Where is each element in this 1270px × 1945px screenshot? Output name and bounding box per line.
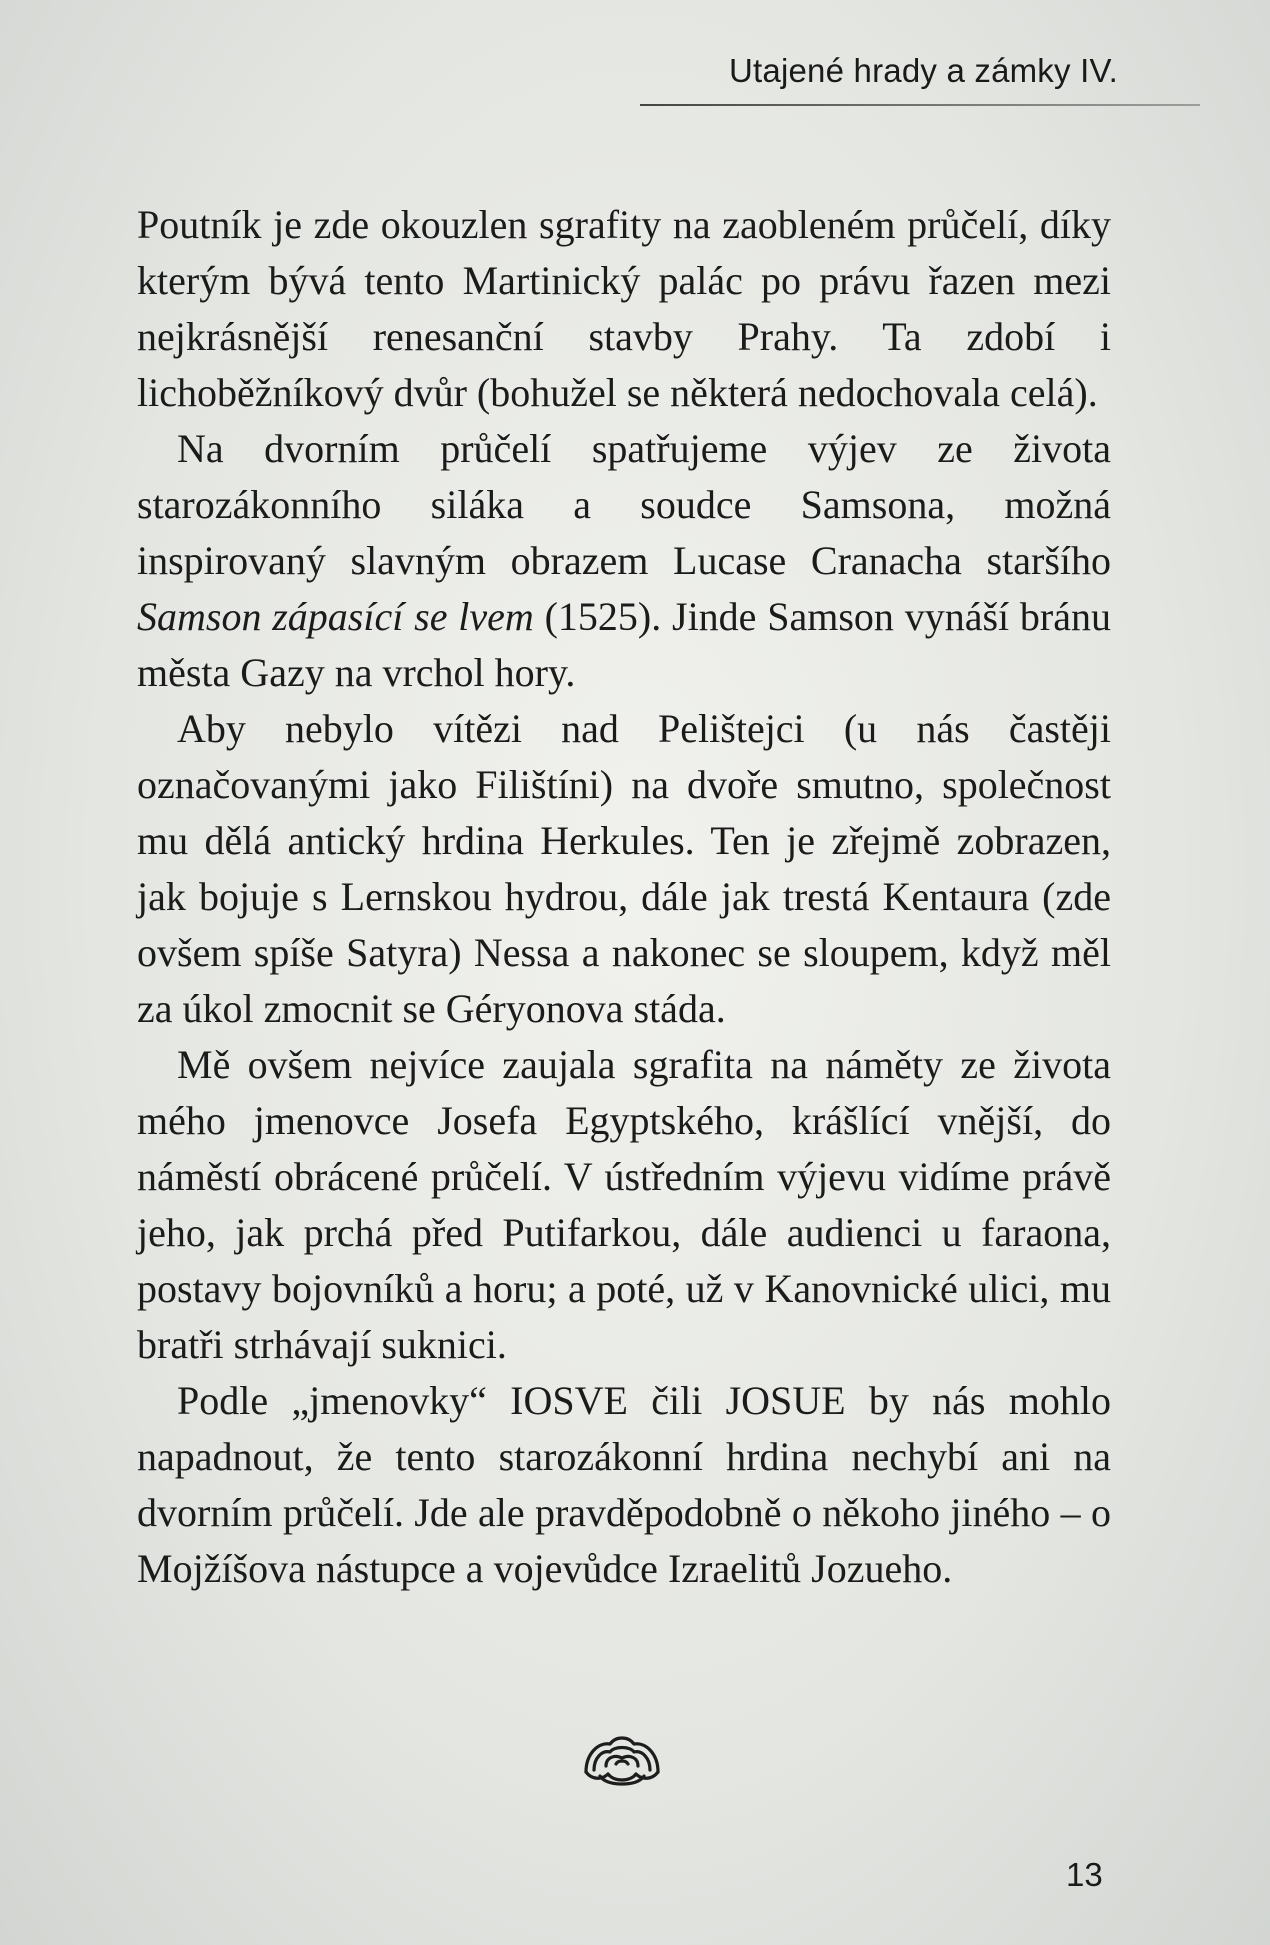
body-text — [137, 197, 1111, 1597]
paragraph-5-text: Podle „jmenovky“ IOSVE čili JOSUE by nás mohlo napadnout, že tento starozákonní hrdina nechybí ani na dvorním průčelí. Jde ale pravděpodobně o někoho jiného – o Mojžíšova nástupce a vojevůdce Izraelitů Jozueho. — [137, 1378, 1111, 1591]
paragraph-3 — [137, 701, 1111, 1037]
paragraph-1-text: Poutník je zde okouzlen sgrafity na zaobleném průčelí, díky kterým bývá tento Martinický palác po právu řazen mezi nejkrásnější renesanční stavby Prahy. Ta zdobí i lichoběžníkový dvůr (bohužel se některá nedochovala celá). — [137, 202, 1111, 415]
paragraph-4-text: Mě ovšem nejvíce zaujala sgrafita na náměty ze života mého jmenovce Josefa Egyptského, krášlící vnější, do náměstí obrácené průčelí. V ústředním výjevu vidíme právě jeho, jak prchá před Putifarkou, dále audienci u faraona, postavy bojovníků a horu; a poté, už v Kanovnické ulici, mu bratři strhávají suknici. — [137, 1042, 1111, 1367]
paragraph-2-text-b: (1525). Jinde Samson vynáší bránu města Gazy na vrchol hory. — [137, 594, 1111, 695]
paragraph-2 — [137, 421, 1111, 701]
paragraph-1 — [137, 197, 1111, 421]
paragraph-2-text-a: Na dvorním průčelí spatřujeme výjev ze života starozákonního siláka a soudce Samsona, možná inspirovaný slavným obrazem Lucase Cranacha staršího — [137, 426, 1111, 583]
shell-ornament-icon — [580, 1734, 664, 1786]
header-rule — [640, 104, 1200, 106]
paragraph-2-italic-title: Samson zápasící se lvem — [137, 594, 534, 639]
page-number: 13 — [1066, 1856, 1103, 1893]
paragraph-4 — [137, 1037, 1111, 1373]
paragraph-5 — [137, 1373, 1111, 1597]
paragraph-3-text: Aby nebylo vítězi nad Pelištejci (u nás častěji označovanými jako Filištíni) na dvoře smutno, společnost mu dělá antický hrdina Herkules. Ten je zřejmě zobrazen, jak bojuje s Lernskou hydrou, dále jak trestá Kentaura (zde ovšem spíše Satyra) Nessa a nakonec se sloupem, když měl za úkol zmocnit se Géryonova stáda. — [137, 706, 1111, 1031]
running-header-title: Utajené hrady a zámky IV. — [729, 52, 1118, 89]
